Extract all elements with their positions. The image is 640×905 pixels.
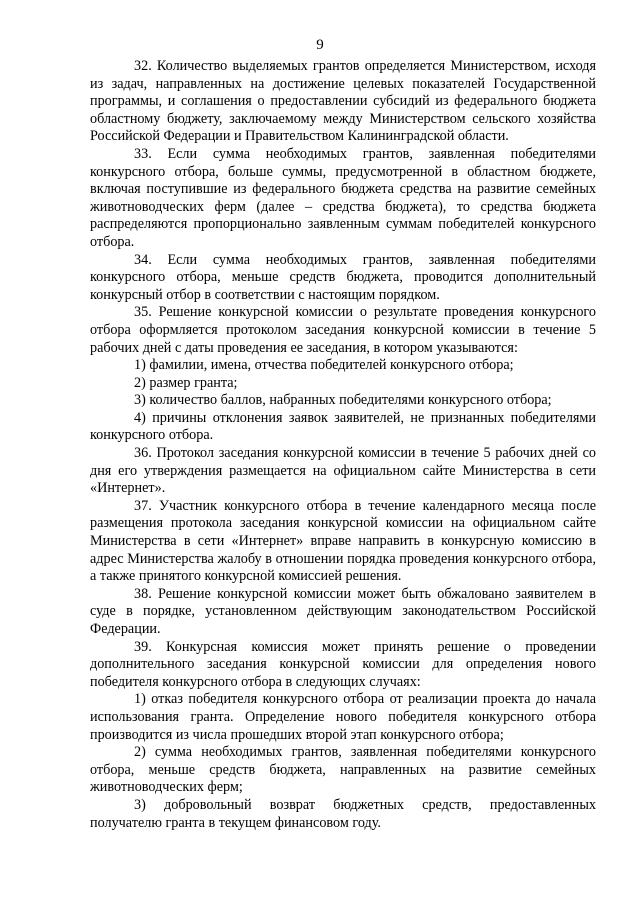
paragraph-38: 38. Решение конкурсной комиссии может быть обжаловано заявителем в суде в порядке, установленном действующим законодательством Российской Федерации. — [90, 585, 596, 637]
paragraph-37: 37. Участник конкурсного отбора в течение календарного месяца после размещения протокола заседания конкурсной комиссии на официальном сайте Министерства в сети «Интернет» вправе направить в конкурсную комиссию в адрес Министерства жалобу в отношении порядка проведения конкурсного отбора, а также принятого конкурсной комиссией решения. — [90, 497, 596, 585]
list-item-39-2: 2) сумма необходимых грантов, заявленная победителями конкурсного отбора, меньше средств бюджета, направленных на развитие семейных животноводческих ферм; — [90, 744, 596, 796]
paragraph-35: 35. Решение конкурсной комиссии о результате проведения конкурсного отбора оформляется протоколом заседания конкурсной комиссии в течение 5 рабочих дней с даты проведения ее заседания, в котором указываются: — [90, 304, 596, 356]
list-item-35-3: 3) количество баллов, набранных победителями конкурсного отбора; — [134, 392, 552, 409]
paragraph-34: 34. Если сумма необходимых грантов, заявленная победителями конкурсного отбора, меньше средств бюджета, проводится дополнительный конкурсный отбор в соответствии с настоящим порядком. — [90, 251, 596, 303]
paragraph-32: 32. Количество выделяемых грантов определяется Министерством, исходя из задач, направленных на достижение целевых показателей Государственной программы, и соглашения о предоставлении субсидий из федерального бюджета областному бюджету, заключаемому между Министерством сельского хозяйства Российской Федерации и Правительством Калининградской области. — [90, 58, 596, 145]
page-number: 9 — [316, 37, 324, 53]
list-item-39-3: 3) добровольный возврат бюджетных средств, предоставленных получателю гранта в текущем финансовом году. — [90, 796, 596, 831]
document-body — [90, 58, 596, 832]
list-item-35-4: 4) причины отклонения заявок заявителей, не признанных победителями конкурсного отбора. — [90, 409, 596, 444]
list-item-35-1: 1) фамилии, имена, отчества победителей конкурсного отбора; — [134, 357, 514, 374]
paragraph-39: 39. Конкурсная комиссия может принять решение о проведении дополнительного заседания конкурсной комиссии для определения нового победителя конкурсного отбора в следующих случаях: — [90, 638, 596, 690]
paragraph-33: 33. Если сумма необходимых грантов, заявленная победителями конкурсного отбора, больше суммы, предусмотренной в областном бюджете, включая поступившие из федерального бюджета средства на развитие семейных животноводческих ферм (далее – средства бюджета), то средства бюджета распределяются пропорционально заявленным суммам победителей конкурсного отбора. — [90, 145, 596, 250]
list-item-39-1: 1) отказ победителя конкурсного отбора от реализации проекта до начала использования гранта. Определение нового победителя конкурсного отбора производится из числа прошедших второй этап конкурсного отбора; — [90, 691, 596, 743]
list-item-35-2: 2) размер гранта; — [134, 374, 238, 391]
paragraph-36: 36. Протокол заседания конкурсной комиссии в течение 5 рабочих дней со дня его утверждения размещается на официальном сайте Министерства в сети «Интернет». — [90, 445, 596, 497]
